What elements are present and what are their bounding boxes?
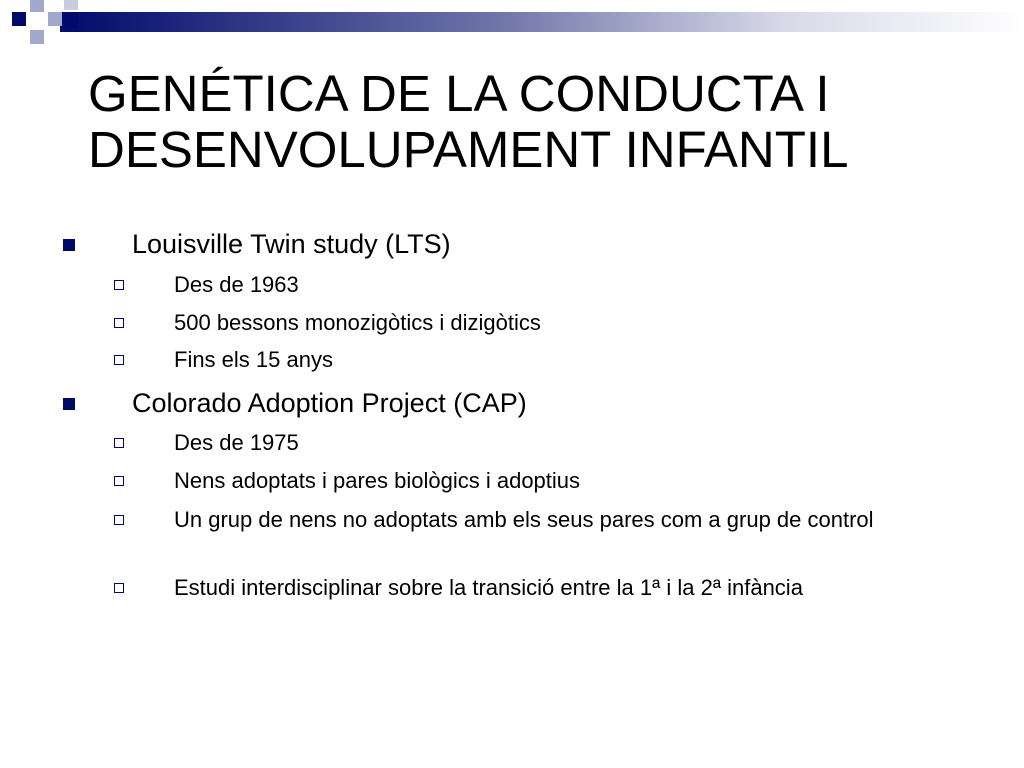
sub-bullet-text: Des de 1975 xyxy=(174,430,299,455)
bullet-cap-text: Colorado Adoption Project (CAP) xyxy=(132,388,527,418)
sub-bullet-text: Fins els 15 anys xyxy=(174,347,333,372)
hollow-square-bullet-icon xyxy=(114,318,124,328)
sub-bullet-text: Des de 1963 xyxy=(174,272,299,297)
hollow-square-bullet-icon xyxy=(114,515,124,525)
square-bullet-icon xyxy=(63,239,75,251)
slide-title-line-1: GENÉTICA DE LA CONDUCTA I xyxy=(88,65,830,122)
hollow-square-bullet-icon xyxy=(114,280,124,290)
sub-bullet-text: Estudi interdisciplinar sobre la transició entre la 1ª i la 2ª infància xyxy=(174,575,803,600)
bullet-lts-text: Louisville Twin study (LTS) xyxy=(132,229,451,259)
square-bullet-icon xyxy=(63,398,75,410)
hollow-square-bullet-icon xyxy=(114,438,124,448)
hollow-square-bullet-icon xyxy=(114,355,124,365)
hollow-square-bullet-icon xyxy=(114,583,124,593)
slide-title-line-2: DESENVOLUPAMENT INFANTIL xyxy=(88,121,849,178)
hollow-square-bullet-icon xyxy=(114,476,124,486)
sub-bullet-text: Un grup de nens no adoptats amb els seus pares com a grup de control xyxy=(174,507,874,532)
sub-bullet-text: 500 bessons monozigòtics i dizigòtics xyxy=(174,310,541,335)
sub-bullet-text: Nens adoptats i pares biològics i adoptius xyxy=(174,468,581,493)
